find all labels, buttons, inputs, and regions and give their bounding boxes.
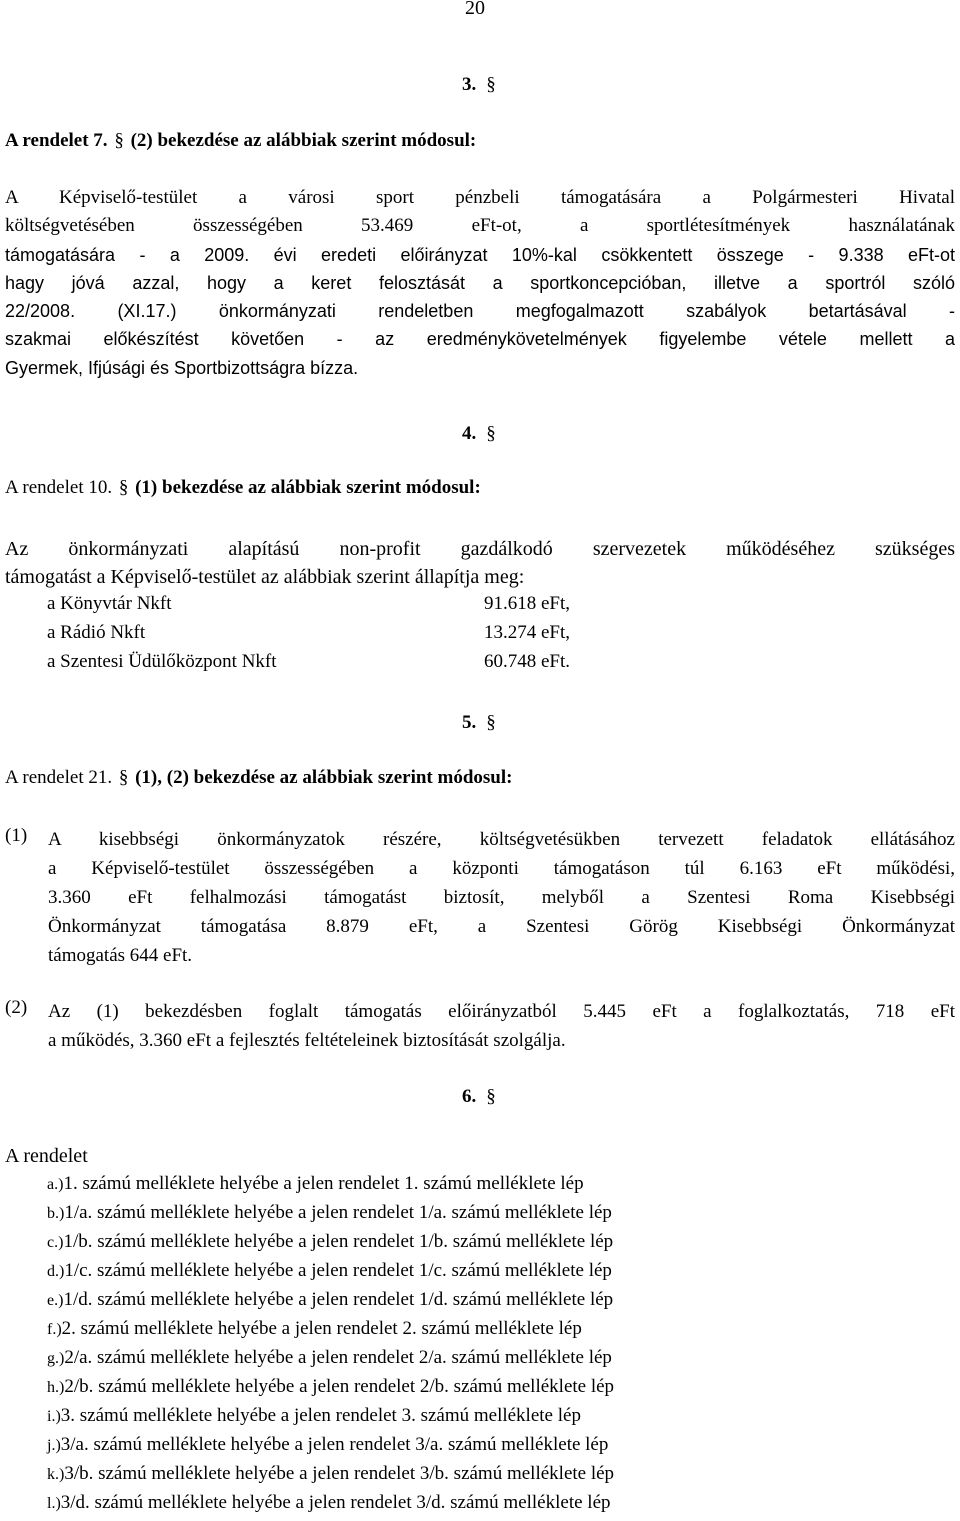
annex-letter: e.) <box>47 1292 64 1309</box>
annex-item <box>47 1318 582 1340</box>
annex-letter: l.) <box>47 1495 61 1512</box>
annex-text: 3/b. számú melléklete helyébe a jelen rendelet 3/b. számú melléklete lép <box>64 1463 615 1484</box>
heading-lead: A rendelet 21. <box>5 767 113 788</box>
allocation-amount: 91.618 eFt, <box>484 593 571 614</box>
section-number-3 <box>462 74 496 96</box>
section-4-heading <box>5 477 481 499</box>
section-number-5 <box>462 712 496 734</box>
annex-text: 2/b. számú melléklete helyébe a jelen rendelet 2/b. számú melléklete lép <box>64 1376 615 1397</box>
section-4-paragraph <box>5 535 955 592</box>
heading-rest: (1), (2) bekezdése az alábbiak szerint módosul: <box>135 767 513 788</box>
annex-letter: g.) <box>47 1350 65 1367</box>
paragraph-line: támogatást a Képviselő-testület az alábbiak szerint állapítja meg: <box>5 566 525 589</box>
section-number-label: 4. <box>462 423 477 444</box>
paragraph-line: 22/2008. (XI.17.) önkormányzati rendeletben megfogalmazott szabályok betartásával - <box>5 301 955 322</box>
annex-letter: a.) <box>47 1176 64 1193</box>
annex-item <box>47 1347 612 1369</box>
section-number-4 <box>462 423 496 445</box>
section-number-label: 3. <box>462 74 477 95</box>
section-sign: § <box>486 423 496 444</box>
allocation-row <box>47 622 571 644</box>
annex-item <box>47 1202 612 1224</box>
annex-text: 2/a. számú melléklete helyébe a jelen rendelet 2/a. számú melléklete lép <box>64 1347 612 1368</box>
annex-letter: k.) <box>47 1466 65 1483</box>
annex-text: 1/a. számú melléklete helyébe a jelen rendelet 1/a. számú melléklete lép <box>64 1202 612 1223</box>
annex-item <box>47 1173 584 1195</box>
annex-text: 1/c. számú melléklete helyébe a jelen rendelet 1/c. számú melléklete lép <box>64 1260 612 1281</box>
annex-letter: b.) <box>47 1205 65 1222</box>
item-text <box>48 825 955 970</box>
item-line: a Képviselő-testület összességében a központi támogatáson túl 6.163 eFt működési, <box>48 858 955 879</box>
section-sign: § <box>486 712 496 733</box>
section-number-label: 6. <box>462 1086 477 1107</box>
paragraph-line: A Képviselő-testület a városi sport pénzbeli támogatására a Polgármesteri Hivatal <box>5 187 955 208</box>
section-number-6 <box>462 1086 496 1108</box>
item-line: Az (1) bekezdésben foglalt támogatás előirányzatból 5.445 eFt a foglalkoztatás, 718 eFt <box>48 1001 955 1022</box>
annex-item <box>47 1492 611 1514</box>
annex-text: 2. számú melléklete helyébe a jelen rendelet 2. számú melléklete lép <box>61 1318 582 1339</box>
item-line: Önkormányzat támogatása 8.879 eFt, a Szentesi Görög Kisebbségi Önkormányzat <box>48 916 955 937</box>
section-sign: § <box>114 130 124 151</box>
item-line: 3.360 eFt felhalmozási támogatást biztosít, melyből a Szentesi Roma Kisebbségi <box>48 887 955 908</box>
item-text <box>48 997 955 1055</box>
section-3-heading <box>5 130 476 152</box>
annex-text: 3. számú melléklete helyébe a jelen rendelet 3. számú melléklete lép <box>60 1405 581 1426</box>
item-number: (1) <box>5 825 28 846</box>
allocation-name: a Rádió Nkft <box>47 622 146 643</box>
allocation-row <box>47 593 571 615</box>
annex-text: 3/d. számú melléklete helyébe a jelen rendelet 3/d. számú melléklete lép <box>60 1492 611 1513</box>
annex-item <box>47 1463 614 1485</box>
heading-reference: A rendelet 7. <box>5 130 108 151</box>
section-number-label: 5. <box>462 712 477 733</box>
paragraph-line: szakmai előkészítést követően - az eredménykövetelmények figyelembe vétele mellett a <box>5 329 955 350</box>
allocation-name: a Szentesi Üdülőközpont Nkft <box>47 651 277 672</box>
section-sign: § <box>486 74 496 95</box>
section-5-heading <box>5 767 512 789</box>
item-number: (2) <box>5 997 28 1018</box>
annex-letter: h.) <box>47 1379 65 1396</box>
section-sign: § <box>118 767 129 788</box>
heading-rest: (1) bekezdése az alábbiak szerint módosul: <box>135 477 481 498</box>
item-line: A kisebbségi önkormányzatok részére, költségvetésükben tervezett feladatok ellátásához <box>48 829 955 850</box>
paragraph-line: hagy jóvá azzal, hogy a keret felosztását a sportkoncepcióban, illetve a sportról szóló <box>5 272 955 293</box>
annex-text: 1/b. számú melléklete helyébe a jelen rendelet 1/b. számú melléklete lép <box>63 1231 614 1252</box>
allocation-amount: 60.748 eFt. <box>484 651 571 672</box>
item-line: a működés, 3.360 eFt a fejlesztés feltételeinek biztosítását szolgálja. <box>48 1030 566 1051</box>
allocation-name: a Könyvtár Nkft <box>47 593 172 614</box>
item-line: támogatás 644 eFt. <box>48 945 193 966</box>
annex-letter: c.) <box>47 1234 64 1251</box>
section-sign: § <box>486 1086 496 1107</box>
allocation-amount: 13.274 eFt, <box>484 622 571 643</box>
annex-item <box>47 1231 613 1253</box>
annex-letter: j.) <box>47 1437 61 1454</box>
section-6-intro: A rendelet <box>5 1145 88 1167</box>
annex-item <box>47 1289 613 1311</box>
annex-text: 1. számú melléklete helyébe a jelen rendelet 1. számú melléklete lép <box>63 1173 584 1194</box>
allocation-row <box>47 651 571 673</box>
paragraph-line: Gyermek, Ifjúsági és Sportbizottságra bízza. <box>5 357 359 378</box>
heading-lead: A rendelet 10. <box>5 477 113 498</box>
annex-text: 3/a. számú melléklete helyébe a jelen rendelet 3/a. számú melléklete lép <box>60 1434 609 1455</box>
annex-letter: f.) <box>47 1321 62 1338</box>
annex-text: 1/d. számú melléklete helyébe a jelen rendelet 1/d. számú melléklete lép <box>63 1289 614 1310</box>
paragraph-line: költségvetésében összességében 53.469 eFt-ot, a sportlétesítmények használatának <box>5 215 955 237</box>
page-number: 20 <box>465 0 485 19</box>
paragraph-line: támogatására - a 2009. évi eredeti előirányzat 10%-kal csökkentett összege - 9.338 eFt-ot <box>5 244 955 265</box>
section-sign: § <box>118 477 129 498</box>
annex-letter: d.) <box>47 1263 65 1280</box>
annex-item <box>47 1434 608 1456</box>
annex-item <box>47 1376 614 1398</box>
annex-letter: i.) <box>47 1408 61 1425</box>
paragraph-line: Az önkormányzati alapítású non-profit gazdálkodó szervezetek működéséhez szükséges <box>5 538 955 560</box>
annex-item <box>47 1260 612 1282</box>
heading-rest: (2) bekezdése az alábbiak szerint módosul: <box>130 130 477 151</box>
section-3-paragraph <box>5 184 955 382</box>
annex-item <box>47 1405 581 1427</box>
